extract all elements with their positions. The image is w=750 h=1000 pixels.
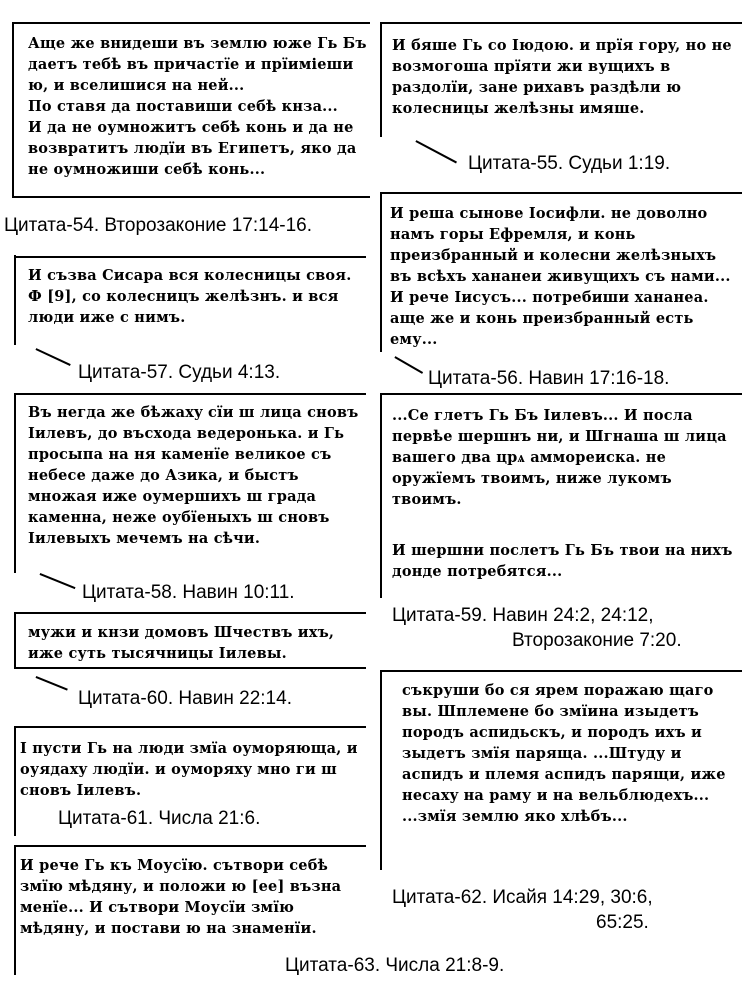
- quote-57: И съзва Сисара вся колесницы своя. Ф [9], со колесницъ желѣзнъ. и вся люди иже с нимъ.: [28, 267, 352, 326]
- pointer-58: [40, 573, 76, 589]
- quote-54: Аще же внидеши въ землю юже Гь Бъ даетъ тебѣ въ причастїе и прїиміеши ю, и вселишися на нeй... По ставя да поставиши себѣ кнза... И да не оумножитъ себѣ конь и да не возвратитъ людїи въ Египетъ, яко да не оумножиши себѣ конь...: [28, 35, 367, 178]
- frame-top-62: [380, 670, 742, 672]
- quote-55: И бяше Гь со Iюдою. и прїя горy, но не возмогоша прїяти жи вущихъ в раздолїи, зане рихавъ раздѣли ю колесницы желѣзны имяше.: [392, 37, 732, 117]
- pointer-55: [416, 140, 457, 163]
- frame-top-56: [380, 192, 742, 194]
- caption-63: Цитата-63. Числа 21:8-9.: [285, 955, 505, 976]
- caption-58: Цитата-58. Навин 10:11.: [82, 582, 295, 603]
- frame-top-60: [14, 612, 366, 614]
- frame-left-54: [12, 22, 14, 197]
- frame-top-57: [14, 256, 366, 258]
- frame-top-55: [380, 22, 742, 24]
- frame-top-59: [380, 393, 742, 395]
- frame-left-61: [14, 726, 16, 836]
- quote-63: И рече Гь къ Моусїю. сътвори себѣ змїю мѣдяну, и положи ю [ее] възна менїе... И сътвори Моусїи змїю мѣдяну, и постави ю на знаменїи.: [20, 857, 342, 937]
- quote-62: съкруши бо ся ярем поражаю щаго вы. Шплемене бо змїина изыдетъ породъ аспидьскъ, и породъ ихъ и зыдетъ змїя парящa. ...Штуду и аспидъ и племя аспидъ парящи, иже несахy на раму и на вельблюдехъ... ...змїя землю яко хлѣбъ...: [402, 682, 726, 825]
- caption-62-line2: 65:25.: [596, 912, 649, 933]
- quote-61: I пусти Гь на люди змїа оуморяюща, и оуядахy людїи. и оуморяхy мно ги ш сновъ Iилевъ.: [20, 740, 358, 799]
- pointer-60: [36, 676, 68, 690]
- caption-55: Цитата-55. Судьи 1:19.: [468, 153, 671, 174]
- frame-bottom-60: [14, 667, 366, 669]
- caption-57: Цитата-57. Судьи 4:13.: [78, 362, 281, 383]
- frame-left-58: [14, 393, 16, 573]
- frame-left-55: [380, 22, 382, 137]
- frame-left-59: [380, 393, 382, 598]
- pointer-56: [395, 356, 423, 373]
- frame-bottom-54: [12, 196, 370, 198]
- quote-59b: И шершни послетъ Гь Бъ твои на нихъ донде потребятся...: [392, 542, 733, 580]
- caption-60: Цитата-60. Навин 22:14.: [78, 688, 292, 709]
- pointer-57: [36, 348, 71, 365]
- frame-top-58: [14, 393, 366, 395]
- quote-60: мужи и кнзи домовъ Шчествъ ихъ, иже суть тысячницы Iилевы.: [28, 624, 335, 662]
- frame-left-63: [14, 845, 16, 975]
- frame-top-63: [14, 845, 366, 847]
- caption-54: Цитата-54. Второзаконие 17:14-16.: [4, 215, 313, 236]
- caption-59-line2: Второзаконие 7:20.: [512, 630, 682, 651]
- caption-56: Цитата-56. Навин 17:16-18.: [428, 368, 670, 389]
- frame-left-62: [380, 670, 382, 870]
- frame-top-61: [14, 726, 366, 728]
- quote-58: Въ негда же бѣжахy сїи ш лица сновъ Iилевъ, до въсхода ведеронька. и Гь просыпа на ня каменїе великое съ небесе даже до Азика, и быстъ множая иже оумершихъ ш града каменна, неже оубїеныхъ ш сновъ Iилевыхъ мечемъ на сѣчи.: [28, 404, 359, 547]
- frame-left-60: [14, 612, 16, 667]
- frame-left-56: [380, 192, 382, 352]
- caption-61: Цитата-61. Числа 21:6.: [58, 808, 261, 829]
- quote-59a: ...Се глетъ Гь Бъ Iилевъ... И посла первѣе шершнъ ни, и Шгнаша ш лица вашего два црѧ аммореиска. не оружїемъ твоимъ, ниже лукомъ твоимъ.: [392, 407, 727, 508]
- quote-56: И реша сынове Iосифли. не доволно намъ горы Ефремля, и конь преизбранный и колесни желѣзныхъ въ всѣхъ хананеи живущихъ съ нами... И рече Iисусъ... потребиши хананеа. аще же и конь преизбранный есть ему...: [390, 205, 731, 348]
- caption-59-line1: Цитата-59. Навин 24:2, 24:12,: [392, 605, 654, 626]
- frame-left-57: [14, 255, 16, 345]
- caption-62-line1: Цитата-62. Исайя 14:29, 30:6,: [392, 887, 653, 908]
- frame-top-54: [12, 22, 370, 24]
